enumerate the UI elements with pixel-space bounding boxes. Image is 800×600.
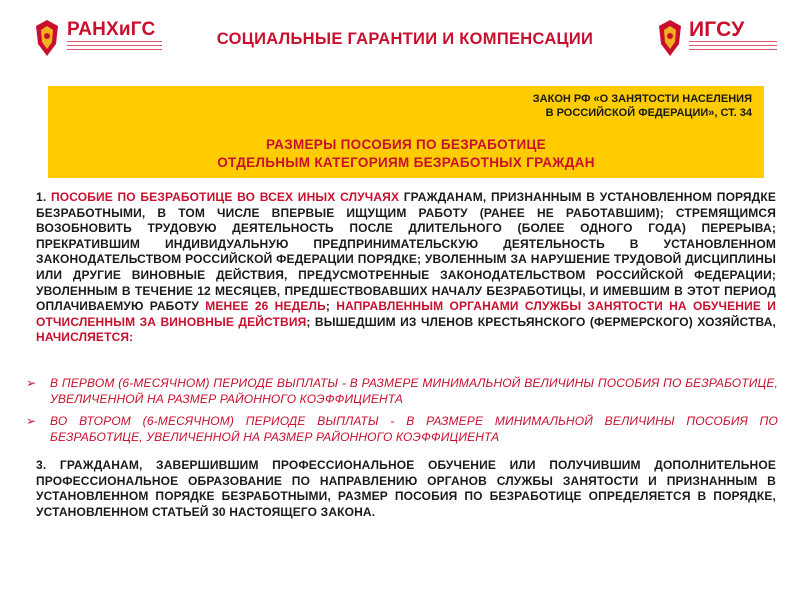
ranepa-logo: [32, 18, 162, 58]
paragraph-1-highlight-weeks: МЕНЕЕ 26 НЕДЕЛЬ: [205, 299, 326, 314]
bullet-item-second-period: [26, 414, 778, 445]
paragraph-1-highlight-training: НАПРАВЛЕННЫМ ОРГАНАМИ СЛУЖБЫ ЗАНЯТОСТИ НА ОБУЧЕНИЕ И ОТЧИСЛЕННЫМ ЗА ВИНОВНЫЕ ДЕЙСТВИЯ: [36, 299, 776, 329]
law-reference-line-2: В РОССИЙСКОЙ ФЕДЕРАЦИИ», СТ. 34: [545, 107, 752, 119]
igsu-logo: [655, 18, 780, 58]
eagle-emblem-icon: [32, 18, 62, 58]
bullet-text: В ПЕРВОМ (6-МЕСЯЧНОМ) ПЕРИОДЕ ВЫПЛАТЫ - В РАЗМЕРЕ МИНИМАЛЬНОЙ ВЕЛИЧИНЫ ПОСОБИЯ ПО БЕЗРАБОТИЦЕ, УВЕЛИЧЕННОЙ НА РАЗМЕР РАЙОННОГО КОЭФФИЦИЕНТА: [50, 376, 778, 406]
arrow-bullet-icon: ➢: [26, 376, 37, 390]
eagle-emblem-icon: [655, 18, 685, 58]
arrow-bullet-icon: ➢: [26, 414, 37, 428]
paragraph-1: [36, 190, 776, 346]
slide-header: [0, 0, 800, 80]
paragraph-1-lead: ПОСОБИЕ ПО БЕЗРАБОТИЦЕ ВО ВСЕХ ИНЫХ СЛУЧАЯХ: [50, 190, 400, 204]
igsu-logo-text: ИГСУ: [689, 18, 745, 41]
paragraph-3: 3. ГРАЖДАНАМ, ЗАВЕРШИВШИМ ПРОФЕССИОНАЛЬНОЕ ОБУЧЕНИЕ ИЛИ ПОЛУЧИВШИМ ДОПОЛНИТЕЛЬНОЕ ПРОФЕССИОНАЛЬНОЕ ОБРАЗОВАНИЕ ПО НАПРАВЛЕНИЮ ОРГАНОВ СЛУЖБЫ ЗАНЯТОСТИ И ПРИЗНАННЫМ В УСТАНОВЛЕННОМ ПОРЯДКЕ БЕЗРАБОТНЫМИ, РАЗМЕР ПОСОБИЯ ПО БЕЗРАБОТИЦЕ ОПРЕДЕЛЯЕТСЯ В ПОРЯДКЕ, УСТАНОВЛЕННОМ СТАТЬЕЙ 30 НАСТОЯЩЕГО ЗАКОНА.: [36, 458, 776, 519]
ranepa-logo-text: РАНХиГС: [67, 19, 156, 40]
paragraph-1-number: 1.: [36, 190, 51, 204]
page-title: СОЦИАЛЬНЫЕ ГАРАНТИИ И КОМПЕНСАЦИИ: [216, 30, 594, 48]
law-highlight-box: [48, 86, 764, 178]
bullet-text: ВО ВТОРОМ (6-МЕСЯЧНОМ) ПЕРИОДЕ ВЫПЛАТЫ - В РАЗМЕРЕ МИНИМАЛЬНОЙ ВЕЛИЧИНЫ ПОСОБИЯ ПО БЕЗРАБОТИЦЕ, УВЕЛИЧЕННОЙ НА РАЗМЕР РАЙОННОГО КОЭФФИЦИЕНТА: [50, 414, 778, 444]
box-title-line-2: ОТДЕЛЬНЫМ КАТЕГОРИЯМ БЕЗРАБОТНЫХ ГРАЖДАН: [217, 155, 595, 170]
paragraph-1-text-2: ;: [325, 299, 337, 314]
box-title: [48, 136, 764, 172]
ranepa-logo-subtitle: [67, 41, 162, 55]
igsu-logo-subtitle: [689, 41, 777, 55]
paragraph-1-highlight-accrued: НАЧИСЛЯЕТСЯ:: [36, 330, 134, 345]
law-reference: [533, 92, 752, 120]
paragraph-1-text-1: ГРАЖДАНАМ, ПРИЗНАННЫМ В УСТАНОВЛЕННОМ ПОРЯДКЕ БЕЗРАБОТНЫМИ, В ТОМ ЧИСЛЕ ВПЕРВЫЕ ИЩУЩИМ РАБОТУ (РАНЕЕ НЕ РАБОТАВШИМ); СТРЕМЯЩИМСЯ ВОЗОБНОВИТЬ ТРУДОВУЮ ДЕЯТЕЛЬНОСТЬ ПОСЛЕ ДЛИТЕЛЬНОГО (БОЛЕЕ ОДНОГО ГОДА) ПЕРЕРЫВА; ПРЕКРАТИВШИМ ИНДИВИДУАЛЬНУЮ ПРЕДПРИНИМАТЕЛЬСКУЮ ДЕЯТЕЛЬНОСТЬ В УСТАНОВЛЕННОМ ЗАКОНОДАТЕЛЬСТВОМ РОССИЙСКОЙ ФЕДЕРАЦИИ ПОРЯДКЕ; УВОЛЕННЫМ ЗА НАРУШЕНИЕ ТРУДОВОЙ ДИСЦИПЛИНЫ ИЛИ ДРУГИЕ ВИНОВНЫЕ ДЕЙСТВИЯ, ПРЕДУСМОТРЕННЫЕ ЗАКОНОДАТЕЛЬСТВОМ РОССИЙСКОЙ ФЕДЕРАЦИИ; УВОЛЕННЫМ В ТЕЧЕНИЕ 12 МЕСЯЦЕВ, ПРЕДШЕСТВОВАВШИХ НАЧАЛУ БЕЗРАБОТИЦЫ, И ИМЕВШИМ В ЭТОТ ПЕРИОД ОПЛАЧИВАЕМУЮ РАБОТУ: [36, 190, 777, 314]
box-title-line-1: РАЗМЕРЫ ПОСОБИЯ ПО БЕЗРАБОТИЦЕ: [266, 137, 546, 152]
law-reference-line-1: ЗАКОН РФ «О ЗАНЯТОСТИ НАСЕЛЕНИЯ: [532, 93, 752, 105]
paragraph-1-text-3: ; ВЫШЕДШИМ ИЗ ЧЛЕНОВ КРЕСТЬЯНСКОГО (ФЕРМЕРСКОГО) ХОЗЯЙСТВА,: [306, 314, 776, 329]
bullet-item-first-period: [26, 376, 778, 407]
